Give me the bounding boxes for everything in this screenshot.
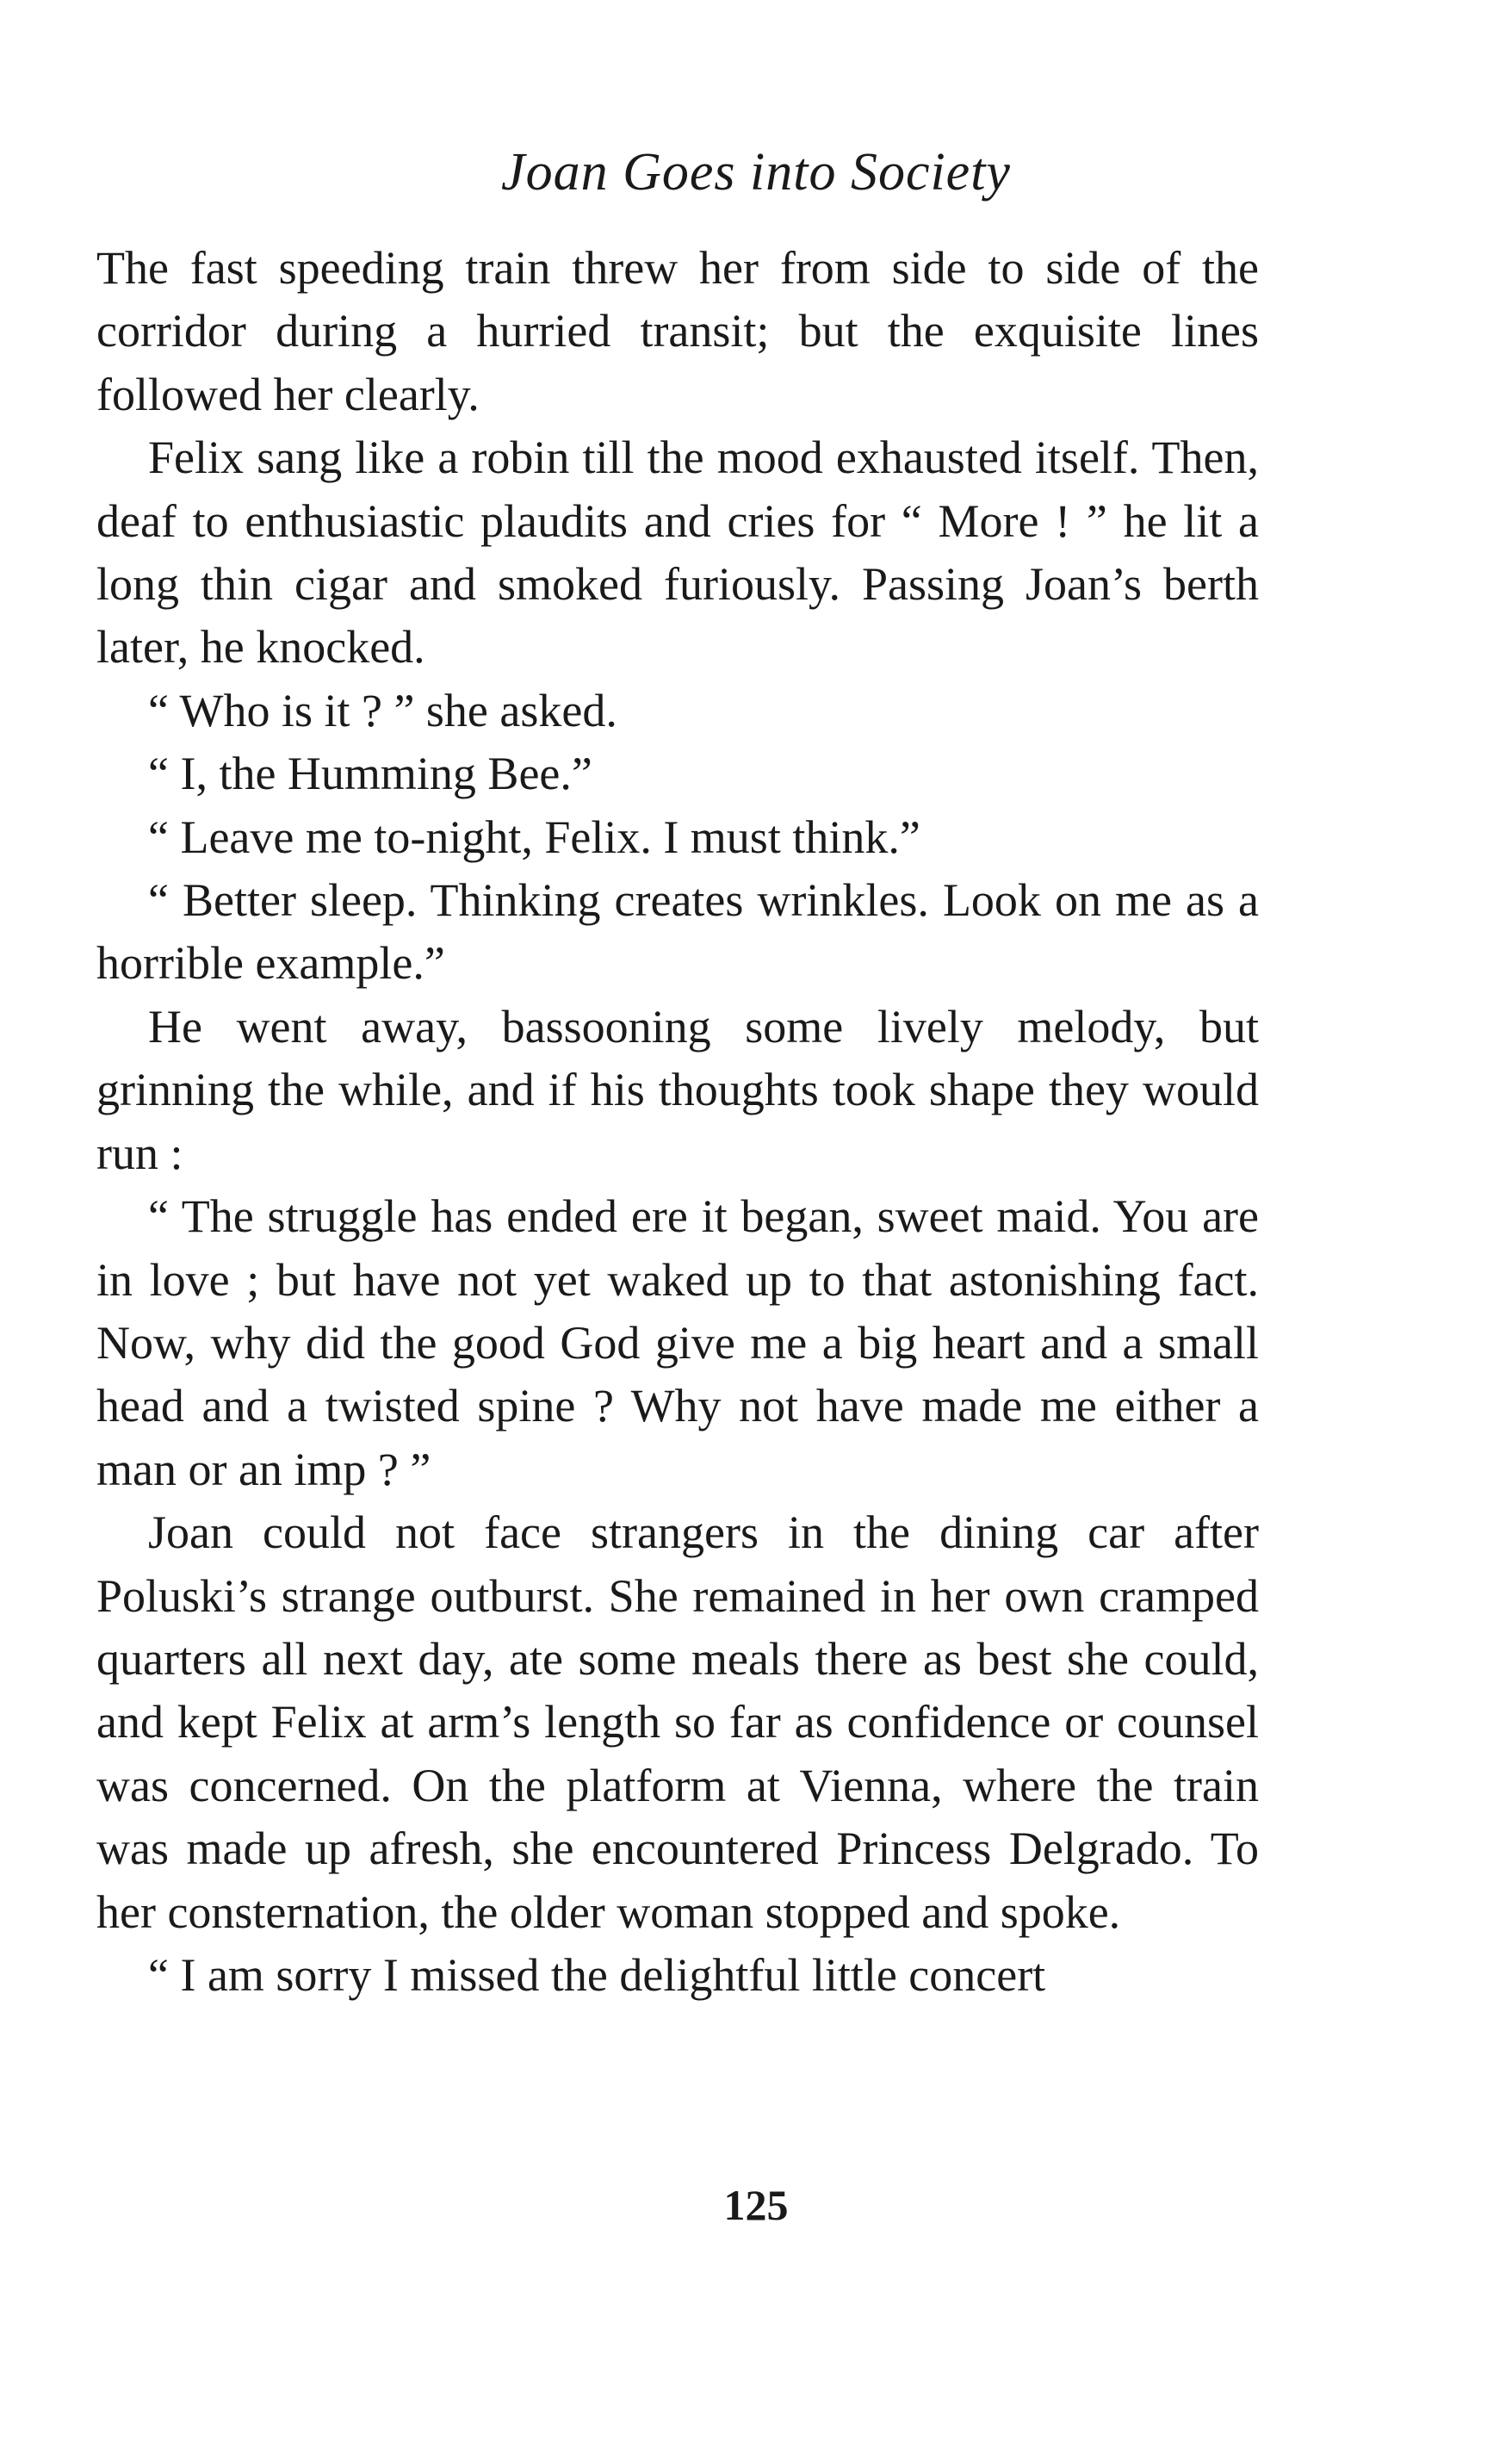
paragraph: “ Leave me to-night, Felix. I must think.”: [148, 810, 920, 863]
paragraph: “ I am sorry I missed the delightful little concert: [148, 1948, 1046, 2001]
paragraph: The fast speeding train threw her from side to side of the corridor during a hurried transit; but the exquisite lines followed her clearly.: [96, 242, 1259, 420]
paragraph: “ I, the Humming Bee.”: [148, 748, 592, 800]
running-head: Joan Goes into Society: [501, 143, 1011, 202]
body-text: [96, 237, 1259, 2007]
paragraph: “ Better sleep. Thinking creates wrinkles. Look on me as a horrible example.”: [96, 874, 1259, 990]
paragraph: “ Who is it ? ” she asked.: [148, 684, 617, 736]
paragraph: He went away, bassooning some lively melody, but grinning the while, and if his thoughts took shape they would run :: [96, 1000, 1259, 1179]
paragraph: Joan could not face strangers in the dining car after Poluski’s strange outburst. She remained in her own cramped quarters all next day, ate some meals there as best she could, and kept Felix at arm’s length so far as confidence or counsel was concerned. On the platform at Vienna, where the train was made up afresh, she encountered Princess Delgrado. To her consternation, the older woman stopped and spoke.: [96, 1506, 1259, 1938]
page-number: 125: [723, 2181, 789, 2229]
paragraph: “ The struggle has ended ere it began, sweet maid. You are in love ; but have not yet waked up to that astonishing fact. Now, why did the good God give me a big heart and a small head and a twisted spine ? Why not have made me either a man or an imp ? ”: [96, 1190, 1259, 1495]
paragraph: Felix sang like a robin till the mood exhausted itself. Then, deaf to enthusiastic plaudits and cries for “ More ! ” he lit a long thin cigar and smoked furiously. Passing Joan’s berth later, he knocked.: [96, 432, 1259, 674]
